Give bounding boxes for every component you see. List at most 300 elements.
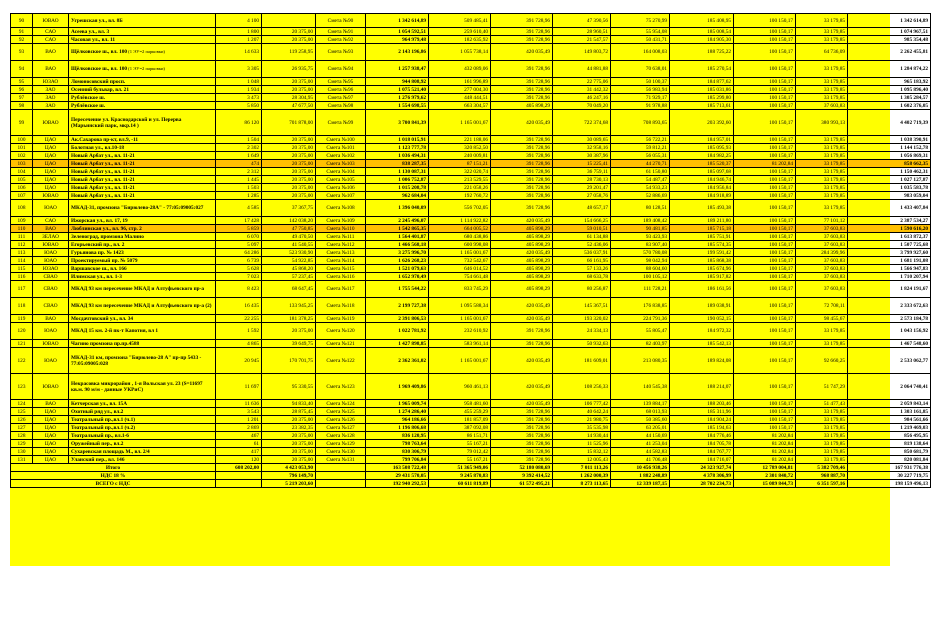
estimate-ref-cell: Смета №129 (316, 440, 366, 448)
address-cell: Проектируемый пр. № 5079 (69, 257, 216, 265)
total-cost-cell: 1 965 009,74 (366, 400, 429, 408)
address-cell: Ак.Сахарова пр-кт, вл.9, -11 (69, 136, 216, 144)
row-number: 129 (11, 440, 33, 448)
amount-cell: 64 736,09 (796, 44, 848, 61)
address-cell: Люблинская ул., вл. 96, стр. 2 (69, 225, 216, 233)
amount-cell: 52 436,06 (553, 241, 611, 249)
address-cell: МКАД-31 км, промзона "Бирюлево-28 А" пр-пр 5433 - 77:05:09005:028 (69, 348, 216, 374)
amount-cell: 391 728,96 (491, 28, 553, 36)
grand-total-cell: 965 183,92 (848, 78, 931, 86)
estimate-ref-cell: Смета №108 (316, 200, 366, 217)
amount-cell: 391 728,96 (491, 448, 553, 456)
row-number: 111 (11, 233, 33, 241)
amount-cell: 556 702,05 (429, 200, 491, 217)
district-cell: САО (33, 217, 69, 225)
area-cell: 4 865 (216, 340, 262, 348)
amount-cell: 93 423,93 (611, 233, 670, 241)
amount-cell: 100 150,17 (734, 374, 796, 400)
grand-total-cell: 30 227 719,75 (848, 472, 931, 480)
district-cell: ЦАО (33, 456, 69, 464)
table-row (11, 28, 931, 36)
amount-cell: 509 485,41 (429, 14, 491, 28)
amount-cell: 100 150,17 (734, 400, 796, 408)
project-cost-cell: 47 750,85 (262, 225, 316, 233)
amount-cell: 55 954,08 (611, 28, 670, 36)
area-cell: 6 070 (216, 233, 262, 241)
table-row (11, 298, 931, 315)
estimate-ref-cell: Смета №104 (316, 168, 366, 176)
table-row (11, 168, 931, 176)
area-cell: 8 423 (216, 281, 262, 298)
estimate-ref-cell: Смета №113 (316, 249, 366, 257)
row-number: 125 (11, 408, 33, 416)
amount-cell: 59 812,21 (611, 144, 670, 152)
project-cost-cell: 20 375,00 (262, 78, 316, 86)
grand-total-cell: 1 613 872,37 (848, 233, 931, 241)
grand-total-cell: 1 144 152,78 (848, 144, 931, 152)
estimate-ref-cell (316, 472, 366, 480)
amount-cell: 55 805,47 (611, 323, 670, 340)
amount-cell: 391 728,96 (491, 192, 553, 200)
area-cell: 16 435 (216, 298, 262, 315)
amount-cell: 14 930,44 (553, 432, 611, 440)
estimate-ref-cell: Смета №111 (316, 233, 366, 241)
amount-cell: 185 299,80 (670, 94, 734, 102)
total-cost-cell: 1 196 806,68 (366, 424, 429, 432)
row-number: 102 (11, 152, 33, 160)
table-row (11, 432, 931, 440)
district-cell: ЦАО (33, 152, 69, 160)
table-row (11, 374, 931, 400)
amount-cell: 536 037,91 (553, 249, 611, 257)
row-number: 101 (11, 144, 33, 152)
area-cell: 1 201 (216, 416, 262, 424)
amount-cell: 391 728,96 (491, 184, 553, 192)
project-cost-cell: 95 330,55 (262, 374, 316, 400)
amount-cell: 184 982,25 (670, 152, 734, 160)
amount-cell: 8 273 113,65 (553, 480, 611, 488)
address-cell: Уланский пер., вл. 146 (69, 456, 216, 464)
amount-cell: 61 572 495,21 (491, 480, 553, 488)
project-cost-cell: 68 647,45 (262, 281, 316, 298)
district-cell: ЗАО (33, 94, 69, 102)
grand-total-cell: 1 095 896,40 (848, 86, 931, 94)
area-cell: 2 302 (216, 144, 262, 152)
district-cell: ЦАО (33, 416, 69, 424)
amount-cell: 420 035,49 (491, 298, 553, 315)
area-cell: 86 120 (216, 110, 262, 136)
amount-cell: 100 150,17 (734, 168, 796, 176)
amount-cell: 189 211,80 (670, 217, 734, 225)
table-row (11, 200, 931, 217)
estimate-ref-cell: Смета №115 (316, 265, 366, 273)
amount-cell: 100 150,17 (734, 281, 796, 298)
address-cell: Осенний бульвар, вл. 21 (69, 86, 216, 94)
amount-cell: 70 049,20 (553, 102, 611, 110)
district-cell: САО (33, 36, 69, 44)
grand-total-cell: 984 561,66 (848, 416, 931, 424)
amount-cell: 33 179,85 (796, 160, 848, 168)
amount-cell: 81 202,84 (734, 440, 796, 448)
area-cell: 64 286 (216, 249, 262, 257)
grand-total-cell: 850 681,79 (848, 448, 931, 456)
total-cost-cell: 1 554 698,55 (366, 102, 429, 110)
amount-cell: 87 151,21 (429, 160, 491, 168)
amount-cell: 100 150,17 (734, 78, 796, 86)
amount-cell: 259 610,40 (429, 28, 491, 36)
amount-cell: 184 767,77 (670, 448, 734, 456)
amount-cell: 35 535,98 (553, 424, 611, 432)
amount-cell: 391 728,96 (491, 408, 553, 416)
amount-cell: 391 728,96 (491, 323, 553, 340)
address-cell: Ижорская ул., вл. 17, 19 (69, 217, 216, 225)
amount-cell: 33 179,85 (796, 176, 848, 184)
amount-cell: 189 038,91 (670, 298, 734, 315)
estimate-ref-cell: Смета №110 (316, 225, 366, 233)
area-cell: 5 859 (216, 225, 262, 233)
amount-cell: 391 728,96 (491, 14, 553, 28)
address-cell: Театральный пр., вл.1-6 (69, 432, 216, 440)
amount-cell: 391 728,96 (491, 144, 553, 152)
estimate-ref-cell: Смета №95 (316, 78, 366, 86)
district-cell: ЮАО (33, 249, 69, 257)
total-cost-cell: 1 274 286,40 (366, 408, 429, 416)
amount-cell: 27 058,76 (553, 192, 611, 200)
estimate-ref-cell: Смета №106 (316, 184, 366, 192)
address-cell: Илимская ул., вл. 1-3 (69, 273, 216, 281)
estimate-ref-cell: Смета №96 (316, 86, 366, 94)
row-number: 126 (11, 416, 33, 424)
amount-cell: 111 728,21 (611, 281, 670, 298)
grand-total-cell: 1 305 284,57 (848, 94, 931, 102)
amount-cell: 37 603,83 (796, 102, 848, 110)
area-cell (216, 480, 262, 488)
amount-cell: 56 983,94 (611, 86, 670, 94)
district-cell: ЦАО (33, 432, 69, 440)
amount-cell: 181 857,09 (429, 416, 491, 424)
project-cost-cell: 170 701,75 (262, 348, 316, 374)
amount-cell: 190 052,15 (670, 315, 734, 323)
amount-cell: 33 179,85 (796, 152, 848, 160)
total-cost-cell: 2 391 806,53 (366, 315, 429, 323)
project-cost-cell: 37 367,75 (262, 200, 316, 217)
row-number: 113 (11, 249, 33, 257)
amount-cell: 145 367,51 (553, 298, 611, 315)
amount-cell: 70 638,01 (611, 61, 670, 78)
amount-cell: 33 179,85 (796, 432, 848, 440)
district-cell: ЦАО (33, 448, 69, 456)
estimate-ref-cell: Смета №97 (316, 94, 366, 102)
row-number: 99 (11, 110, 33, 136)
row-number: 119 (11, 315, 33, 323)
table-row (11, 340, 931, 348)
project-cost-cell: 20 375,00 (262, 160, 316, 168)
district-cell: САО (33, 28, 69, 36)
row-number: 97 (11, 94, 33, 102)
amount-cell: 12 339 187,15 (611, 480, 670, 488)
address-cell: Театральный пр.,вл.1 (ч.2) (69, 424, 216, 432)
amount-cell: 33 179,85 (796, 192, 848, 200)
grand-total-cell: 167 931 776,38 (848, 464, 931, 472)
area-cell: 5 628 (216, 265, 262, 273)
district-cell: ЗАО (33, 86, 69, 94)
address-cell: Новый Арбат ул., вл. 11-21 (69, 184, 216, 192)
estimate-ref-cell: Смета №125 (316, 408, 366, 416)
address-cell: МКАД 15 км. 2-й пк-т Капотня, вл 1 (69, 323, 216, 340)
project-cost-cell: 133 945,25 (262, 298, 316, 315)
amount-cell: 185 311,96 (670, 408, 734, 416)
amount-cell: 185 008,54 (670, 28, 734, 36)
amount-cell: 100 150,17 (734, 424, 796, 432)
area-cell: 120 (216, 456, 262, 464)
row-number: 128 (11, 432, 33, 440)
grand-total-cell: 985 354,48 (848, 36, 931, 44)
amount-cell: 24 334,13 (553, 323, 611, 340)
area-cell: 5 850 (216, 102, 262, 110)
amount-cell: 57 133,26 (553, 265, 611, 273)
amount-cell: 420 035,49 (491, 400, 553, 408)
amount-cell: 86 151,71 (429, 432, 491, 440)
table-row (11, 273, 931, 281)
area-cell: 1 285 (216, 192, 262, 200)
total-cost-cell: 1 396 040,09 (366, 200, 429, 217)
table-row (11, 184, 931, 192)
amount-cell: 664 005,52 (429, 225, 491, 233)
table-row (11, 78, 931, 86)
amount-cell: 188 214,07 (670, 374, 734, 400)
total-cost-cell: 1 054 592,51 (366, 28, 429, 36)
amount-cell: 68 633,78 (553, 273, 611, 281)
project-cost-cell: 23 382,35 (262, 424, 316, 432)
table-row (11, 348, 931, 374)
table-row (11, 456, 931, 464)
amount-cell: 15 832,12 (553, 448, 611, 456)
total-cost-cell: 2 199 727,38 (366, 298, 429, 315)
amount-cell: 203 392,60 (670, 110, 734, 136)
total-cost-cell: 163 508 722,48 (366, 464, 429, 472)
project-cost-cell: 20 375,00 (262, 456, 316, 464)
amount-cell: 106 777,42 (553, 400, 611, 408)
amount-cell: 583 961,14 (429, 340, 491, 348)
amount-cell: 100 150,17 (734, 265, 796, 273)
totals-row (11, 480, 931, 488)
amount-cell: 405 898,29 (491, 273, 553, 281)
row-number: 115 (11, 265, 33, 273)
amount-cell: 31 442,32 (553, 86, 611, 94)
total-cost-cell: 2 362 361,02 (366, 348, 429, 374)
amount-cell: 54 487,47 (611, 176, 670, 184)
district-cell: ВАО (33, 400, 69, 408)
amount-cell: 405 898,29 (491, 257, 553, 265)
address-cell: Чагино промзона пр.пр.4588 (69, 340, 216, 348)
amount-cell: 391 728,96 (491, 94, 553, 102)
amount-cell: 29 201,47 (553, 184, 611, 192)
area-cell: 474 (216, 160, 262, 168)
grand-total-cell: 1 074 967,51 (848, 28, 931, 36)
area-cell (216, 472, 262, 480)
amount-cell: 708 893,65 (611, 110, 670, 136)
total-cost-cell: 1 652 970,49 (366, 273, 429, 281)
total-cost-cell: 3 275 996,70 (366, 249, 429, 257)
amount-cell: 33 179,85 (796, 200, 848, 217)
estimate-ref-cell: Смета №92 (316, 36, 366, 44)
amount-cell: 33 179,85 (796, 408, 848, 416)
area-cell: 20 945 (216, 348, 262, 374)
amount-cell: 240 009,81 (429, 152, 491, 160)
project-cost-cell: 94 833,40 (262, 400, 316, 408)
row-number: 120 (11, 323, 33, 340)
amount-cell: 71 929,17 (611, 94, 670, 102)
amount-cell: 46 247,16 (553, 94, 611, 102)
amount-cell: 420 035,49 (491, 249, 553, 257)
estimate-ref-cell: Смета №117 (316, 281, 366, 298)
amount-cell: 193 320,02 (553, 315, 611, 323)
amount-cell: 185 493,38 (670, 200, 734, 217)
district-cell: ЮАО (33, 200, 69, 217)
amount-cell: 100 150,17 (734, 36, 796, 44)
amount-cell: 1 165 001,67 (429, 315, 491, 323)
amount-cell: 55 167,21 (429, 440, 491, 448)
amount-cell: 185 408,95 (670, 14, 734, 28)
grand-total-cell: 1 681 191,08 (848, 257, 931, 265)
amount-cell: 100 150,17 (734, 416, 796, 424)
row-number: 130 (11, 448, 33, 456)
total-cost-cell: 830 306,79 (366, 448, 429, 456)
amount-cell: 100 150,17 (734, 144, 796, 152)
district-cell: ЦАО (33, 136, 69, 144)
district-cell: ЮАО (33, 323, 69, 340)
project-cost-cell: 26 935,75 (262, 61, 316, 78)
amount-cell: 82 403,97 (611, 340, 670, 348)
amount-cell: 100 150,17 (734, 217, 796, 225)
area-cell: 608 202,00 (216, 464, 262, 472)
grand-total-cell: 856 495,95 (848, 432, 931, 440)
totals-row (11, 472, 931, 480)
estimate-ref-cell: Смета №91 (316, 28, 366, 36)
amount-cell: 960 461,13 (429, 374, 491, 400)
total-cost-cell: 1 276 979,62 (366, 94, 429, 102)
table-row (11, 233, 931, 241)
table-row (11, 281, 931, 298)
amount-cell: 199 591,42 (670, 249, 734, 257)
amount-cell: 60 611 819,89 (429, 480, 491, 488)
project-cost-cell: 20 375,00 (262, 152, 316, 160)
amount-cell: 63 205,01 (611, 424, 670, 432)
amount-cell: 184 946,74 (670, 176, 734, 184)
amount-cell: 30 387,96 (553, 152, 611, 160)
amount-cell: 81 202,84 (734, 160, 796, 168)
area-cell: 4 100 (216, 14, 262, 28)
row-number: 103 (11, 160, 33, 168)
amount-cell: 188 725,22 (670, 44, 734, 61)
address-cell: Театральный пр.,вл.1 (ч.1) (69, 416, 216, 424)
amount-cell: 28 730,13 (553, 176, 611, 184)
grand-total-cell: 2 059 843,14 (848, 400, 931, 408)
table-row (11, 192, 931, 200)
grand-total-cell: 1 602 376,05 (848, 102, 931, 110)
table-row (11, 217, 931, 225)
amount-cell: 833 745,29 (429, 281, 491, 298)
amount-cell: 391 728,96 (491, 200, 553, 217)
address-cell: Кетчерская ул., вл. 15А (69, 400, 216, 408)
area-cell: 2 312 (216, 168, 262, 176)
amount-cell: 33 179,85 (796, 94, 848, 102)
estimate-ref-cell: Смета №100 (316, 136, 366, 144)
area-cell: 1 649 (216, 152, 262, 160)
amount-cell: 100 150,17 (734, 102, 796, 110)
amount-cell: 277 004,30 (429, 86, 491, 94)
estimate-ref-cell: Смета №90 (316, 14, 366, 28)
project-cost-cell (262, 14, 316, 28)
amount-cell: 189 408,42 (611, 217, 670, 225)
row-number: 104 (11, 168, 33, 176)
grand-total-cell: 1 566 947,83 (848, 265, 931, 273)
grand-total-cell: 819 138,64 (848, 440, 931, 448)
estimate-ref-cell: Смета №127 (316, 424, 366, 432)
row-number: 95 (11, 78, 33, 86)
amount-cell: 51 365 949,06 (429, 464, 491, 472)
grand-total-cell: 4 402 719,39 (848, 110, 931, 136)
table-row (11, 110, 931, 136)
amount-cell: 50 100,37 (611, 78, 670, 86)
address-cell: Часовая ул., вл. 11 (69, 36, 216, 44)
total-cost-cell: 1 427 898,85 (366, 340, 429, 348)
amount-cell: 448 444,51 (429, 94, 491, 102)
amount-cell: 224 791,36 (611, 315, 670, 323)
estimate-ref-cell: Смета №101 (316, 144, 366, 152)
table-row (11, 424, 931, 432)
amount-cell: 1 165 001,67 (429, 348, 491, 374)
project-cost-cell: 119 258,95 (262, 44, 316, 61)
area-cell: 7 023 (216, 273, 262, 281)
total-cost-cell: 1 342 614,89 (366, 14, 429, 28)
amount-cell: 391 728,96 (491, 432, 553, 440)
table-row (11, 176, 931, 184)
amount-cell: 37 603,83 (796, 241, 848, 249)
estimate-table (10, 13, 931, 488)
address-cell: Рублёвское ш. (69, 94, 216, 102)
address-cell: МКАД 93 км пересечение МКАД и Алтуфьевского пр-а (69, 281, 216, 298)
amount-cell: 33 179,85 (796, 416, 848, 424)
district-cell: ЦАО (33, 168, 69, 176)
amount-cell: 405 898,29 (491, 281, 553, 298)
amount-cell: 88 604,60 (611, 265, 670, 273)
area-cell: 1 207 (216, 36, 262, 44)
amount-cell: 100 150,17 (734, 28, 796, 36)
project-cost-cell: 41 540,55 (262, 241, 316, 249)
table-row (11, 102, 931, 110)
amount-cell: 391 728,96 (491, 168, 553, 176)
amount-cell: 92 660,25 (796, 348, 848, 374)
district-cell: ЮАО (33, 348, 69, 374)
grand-total-cell: 1 038 390,91 (848, 136, 931, 144)
amount-cell: 184 705,78 (670, 440, 734, 448)
table-row (11, 144, 931, 152)
table-row (11, 265, 931, 273)
estimate-ref-cell: Смета №119 (316, 315, 366, 323)
amount-cell: 59 010,51 (553, 225, 611, 233)
amount-cell: 32 958,16 (553, 144, 611, 152)
amount-cell: 30 089,65 (553, 136, 611, 144)
address-note: (1 ЭУ=2 парковки) (127, 66, 165, 71)
amount-cell: 37 603,83 (796, 225, 848, 233)
amount-cell: 47 390,56 (553, 14, 611, 28)
amount-cell: 320 852,50 (429, 144, 491, 152)
amount-cell: 81 202,84 (734, 448, 796, 456)
amount-cell: 646 014,52 (429, 265, 491, 273)
amount-cell: 56 722,21 (611, 136, 670, 144)
amount-cell: 1 055 738,14 (429, 44, 491, 61)
